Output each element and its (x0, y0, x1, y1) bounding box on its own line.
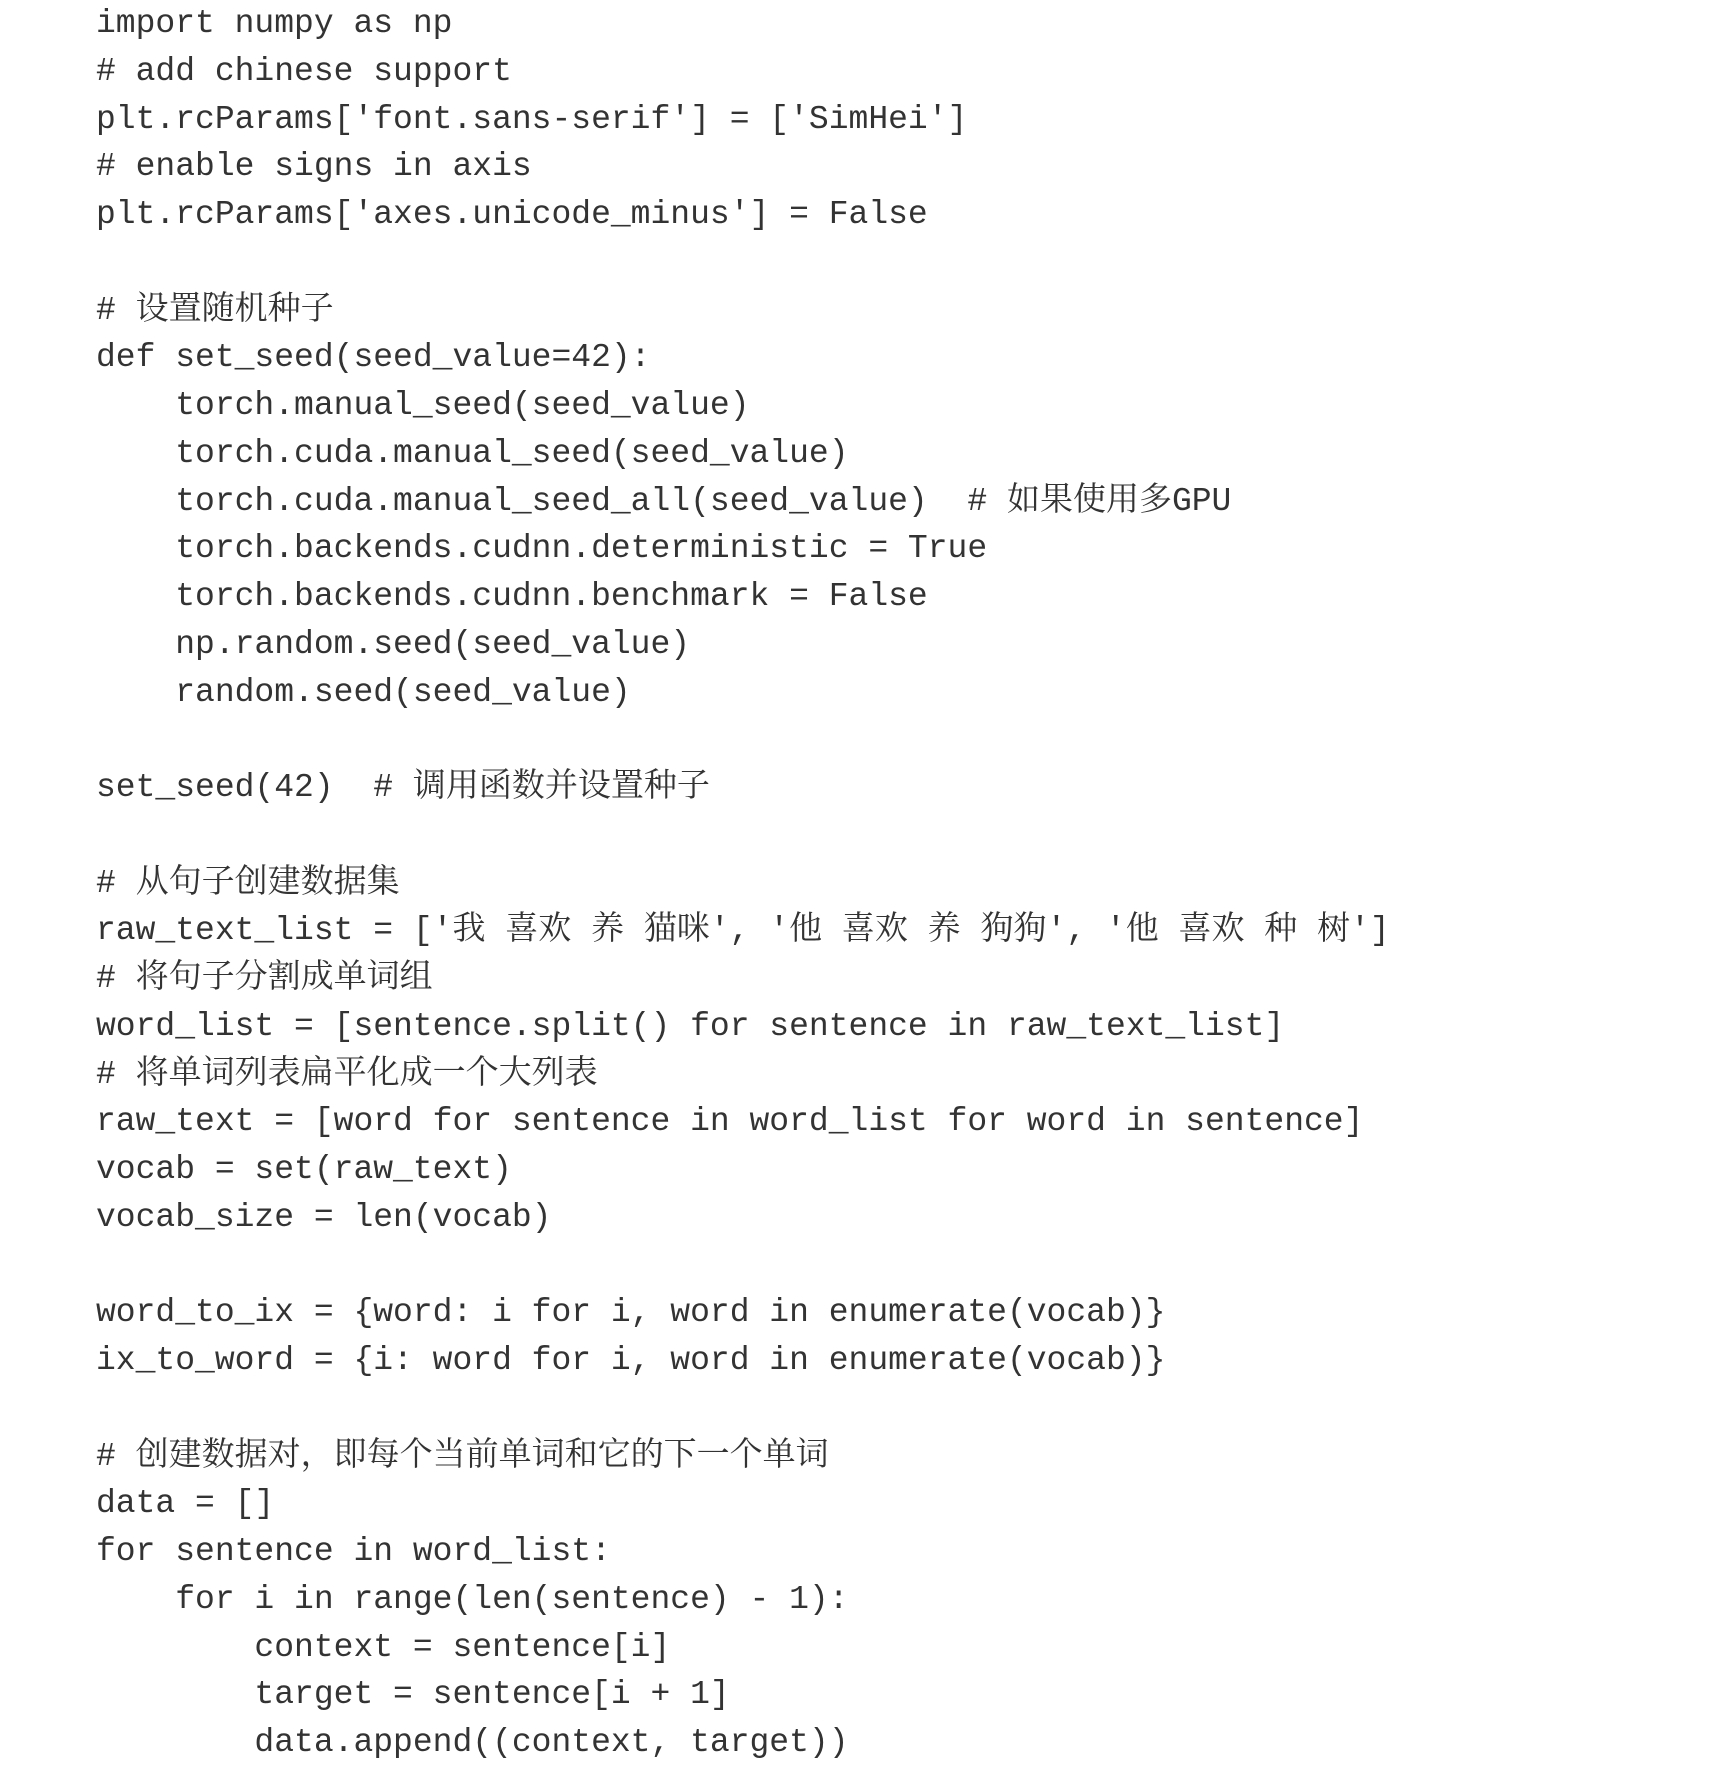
code-line-23: # 将单词列表扁平化成一个大列表 (96, 1055, 598, 1093)
code-line-27 (96, 1242, 1676, 1290)
code-line-13: torch.backends.cudnn.benchmark = False (96, 578, 928, 615)
code-line-30 (96, 1385, 1676, 1433)
code-line-26: vocab_size = len(vocab) (96, 1198, 552, 1236)
code-line-32: data = [] (96, 1485, 275, 1523)
code-line-37: data.append((context, target)) (96, 1724, 849, 1761)
code-line-6 (96, 239, 1676, 287)
code-line-31: # 创建数据对，即每个当前单词和它的下一个单词 (96, 1437, 829, 1475)
code-line-34: for i in range(len(sentence) - 1): (96, 1580, 849, 1618)
code-line-5: plt.rcParams['axes.unicode_minus'] = False (96, 196, 928, 233)
code-line-29: ix_to_word = {i: word for i, word in enumerate(vocab)} (96, 1342, 1166, 1379)
code-line-9: torch.manual_seed(seed_value) (96, 387, 750, 424)
code-line-14: np.random.seed(seed_value) (96, 625, 691, 663)
code-line-12: torch.backends.cudnn.deterministic = True (96, 530, 988, 568)
code-line-22: word_list = [sentence.split() for sentence in raw_text_list] (96, 1007, 1285, 1045)
code-line-33: for sentence in word_list: (96, 1533, 611, 1570)
code-line-36: target = sentence[i + 1] (96, 1676, 730, 1714)
code-line-28: word_to_ix = {word: i for i, word in enumerate(vocab)} (96, 1294, 1166, 1332)
code-line-8: def set_seed(seed_value=42): (96, 339, 651, 377)
code-line-15: random.seed(seed_value) (96, 673, 631, 711)
code-line-1: import numpy as np (96, 5, 453, 42)
code-line-7: # 设置随机种子 (96, 291, 334, 329)
code-line-20: raw_text_list = ['我 喜欢 养 猫咪', '他 喜欢 养 狗狗', '他 喜欢 种 树'] (96, 912, 1390, 950)
code-line-11: torch.cuda.manual_seed_all(seed_value) # 如果使用多GPU (96, 482, 1232, 520)
code-line-16 (96, 716, 1676, 764)
code-line-18 (96, 812, 1676, 860)
code-line-2: # add chinese support (96, 52, 512, 90)
code-line-24: raw_text = [word for sentence in word_list for word in sentence] (96, 1103, 1364, 1141)
code-line-35: context = sentence[i] (96, 1628, 671, 1666)
code-block (96, 0, 1676, 1774)
code-line-21: # 将句子分割成单词组 (96, 960, 433, 997)
code-line-10: torch.cuda.manual_seed(seed_value) (96, 434, 849, 472)
code-line-3: plt.rcParams['font.sans-serif'] = ['SimHei'] (96, 100, 968, 138)
code-line-4: # enable signs in axis (96, 148, 532, 186)
code-line-25: vocab = set(raw_text) (96, 1151, 512, 1188)
code-line-19: # 从句子创建数据集 (96, 864, 400, 902)
code-line-17: set_seed(42) # 调用函数并设置种子 (96, 769, 710, 806)
